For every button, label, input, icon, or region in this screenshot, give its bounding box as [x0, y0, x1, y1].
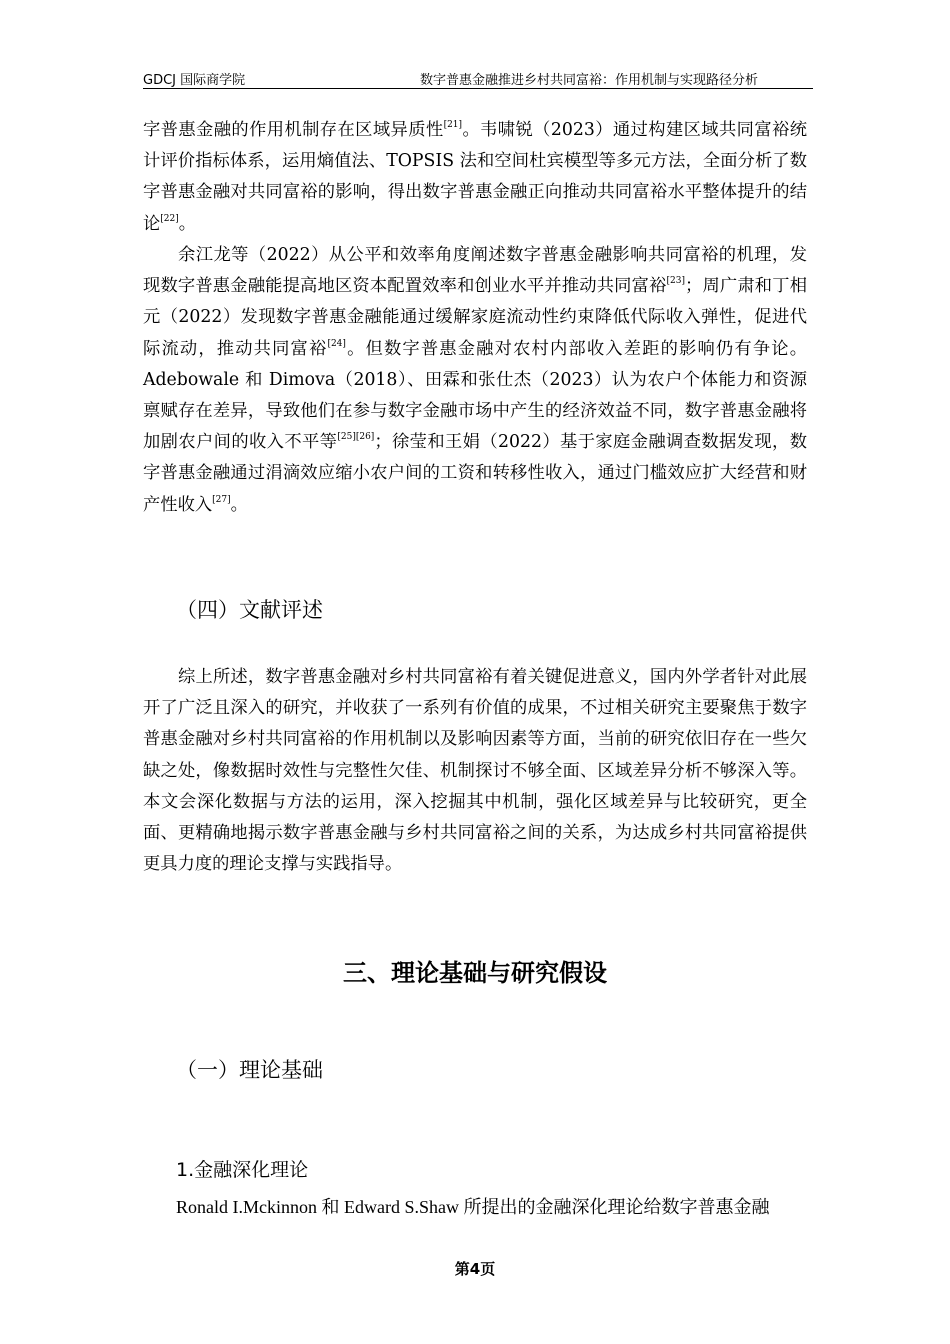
citation-21: [21]: [443, 120, 463, 130]
running-header: [143, 66, 813, 89]
citation-23: [23]: [666, 276, 685, 287]
para2-text-1: 余江龙等（2022）从公平和效率角度阐述数字普惠金融影响共同富裕的机理，发现数字普惠金融能提高地区资本配置效率和创业水平并推动共同富裕: [143, 245, 807, 297]
paragraph-4-start: Ronald I.Mckinnon 和 Edward S.Shaw 所提出的金融深化理论给数字普惠金融: [176, 1197, 770, 1217]
header-paper-title: 数字普惠金融推进乡村共同富裕：作用机制与实现路径分析: [419, 73, 758, 88]
paragraph-3: 综上所述，数字普惠金融对乡村共同富裕有着关键促进意义，国内外学者针对此展开了广泛且深入的研究，并收获了一系列有价值的成果，不过相关研究主要聚焦于数字普惠金融对乡村共同富裕的作用机制以及影响因素等方面，当前的研究依旧存在一些欠缺之处，像数据时效性与完整性欠佳、机制探讨不够全面、区域差异分析不够深入等。本文会深化数据与方法的运用，深入挖掘其中机制，强化区域差异与比较研究，更全面、更精确地揭示数字普惠金融与乡村共同富裕之间的关系，为达成乡村共同富裕提供更具力度的理论支撑与实践指导。: [143, 667, 807, 875]
para2-text-5: 。: [230, 494, 248, 515]
para2-text-3: 。但数字普惠金融对农村内部收入差距的影响仍有争论。Adebowale 和 Dimova（2018）、田霖和张仕杰（2023）认为农户个体能力和资源禀赋存在差异，导致他们在参与数字金融市场中产生的经济效益不同，数字普惠金融将加剧农户间的收入不平等: [143, 338, 807, 453]
para2-text-2: ；周广肃和丁相元（2022）发现数字普惠金融能通过缓解家庭流动性约束降低代际收入弹性，促进代际流动，推动共同富裕: [143, 276, 807, 359]
section-heading-literature-review: （四）文献评述: [176, 598, 323, 622]
citation-22: [22]: [160, 213, 179, 224]
para2-text-4: ；徐莹和王娟（2022）基于家庭金融调查数据发现，数字普惠金融通过涓滴效应缩小农户间的工资和转移性收入，通过门槛效应扩大经营和财产性收入: [143, 432, 807, 515]
para1-text-2: 。韦啸锐（2023）通过构建区域共同富裕统计评价指标体系，运用熵值法、TOPSIS 法和空间杜宾模型等多元方法，全面分析了数字普惠金融对共同富裕的影响，得出数字普惠金融正向推动共同富裕水平整体提升的结论: [143, 120, 807, 234]
paragraph-1: [143, 115, 807, 240]
citation-27: [27]: [212, 494, 231, 505]
citation-25-26: [25][26]: [337, 432, 375, 443]
chapter-heading: 三、理论基础与研究假设: [343, 959, 607, 987]
paragraph-2: [143, 240, 807, 521]
page-number: 第4页: [454, 1260, 496, 1278]
citation-24: [24]: [327, 338, 346, 349]
para1-text-3: 。: [178, 213, 197, 234]
section-heading-theory: （一）理论基础: [176, 1058, 323, 1082]
header-institution: GDCJ 国际商学院: [143, 73, 246, 88]
subsection-heading: 1.金融深化理论: [176, 1159, 309, 1181]
para1-text-1: 字普惠金融的作用机制存在区域异质性: [143, 120, 444, 140]
